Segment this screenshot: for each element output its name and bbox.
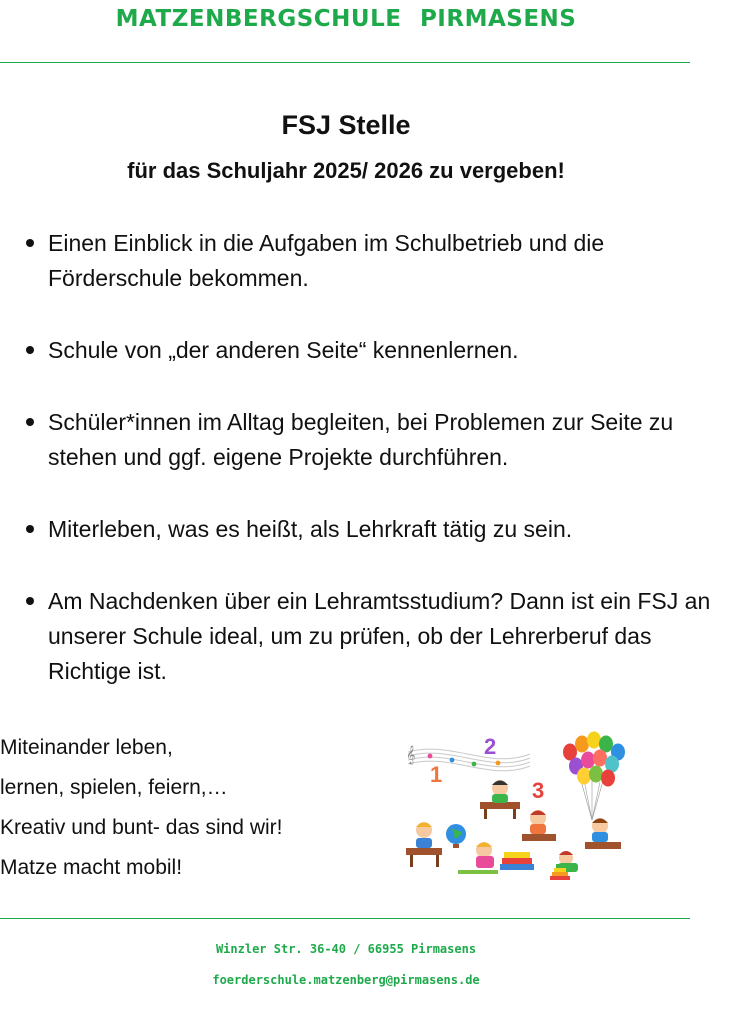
bullet-item <box>0 405 720 475</box>
balloons-icon <box>563 732 625 821</box>
motto-line: Miteinander leben, <box>0 736 173 759</box>
footer-address: Winzler Str. 36-40 / 66955 Pirmasens <box>215 942 477 956</box>
bottom-divider <box>0 918 690 919</box>
music-staff-icon <box>408 749 530 771</box>
bullet-item <box>0 584 720 689</box>
balloon-icon <box>589 766 603 783</box>
balloon-icon <box>593 750 607 767</box>
bullet-dot-icon <box>26 418 34 426</box>
footer-email: foerderschule.matzenberg@pirmasens.de <box>212 973 480 987</box>
page-title: FSJ Stelle <box>281 110 411 140</box>
number-two-icon: 2 <box>484 734 497 759</box>
bullet-dot-icon <box>26 525 34 533</box>
balloon-icon <box>575 736 589 753</box>
page-subtitle: für das Schuljahr 2025/ 2026 zu vergeben! <box>127 158 565 183</box>
bullet-dot-icon <box>26 346 34 354</box>
balloon-icon <box>577 768 591 785</box>
books-icon <box>458 852 534 874</box>
bullet-text: Schule von „der anderen Seite“ kennenlernen. <box>48 337 519 363</box>
balloon-icon <box>581 752 595 769</box>
bullet-text: Am Nachdenken über ein Lehramtsstudium? Dann ist ein FSJ an unserer Schule ideal, um zu prüfen, ob der Lehrerberuf das Richtige ist. <box>48 588 711 684</box>
children-learning-illustration <box>400 730 632 886</box>
svg-text:𝄞: 𝄞 <box>406 745 416 764</box>
school-motto <box>0 728 380 888</box>
balloon-icon <box>601 770 615 787</box>
motto-line: Kreativ und bunt- das sind wir! <box>0 816 283 839</box>
globe-icon <box>446 824 466 848</box>
balloon-icon <box>587 732 601 749</box>
number-one-icon: 1 <box>430 762 443 787</box>
bullet-dot-icon <box>26 239 34 247</box>
bullet-list <box>0 226 720 689</box>
top-divider <box>0 62 690 63</box>
bullet-text: Miterleben, was es heißt, als Lehrkraft tätig zu sein. <box>48 516 573 542</box>
bullet-item <box>0 226 720 296</box>
motto-line: lernen, spielen, feiern,… <box>0 776 228 799</box>
bullet-item <box>0 333 720 368</box>
bullet-text: Einen Einblick in die Aufgaben im Schulbetrieb und die Förderschule bekommen. <box>48 230 605 291</box>
motto-line: Matze macht mobil! <box>0 856 183 879</box>
bullet-item <box>0 512 720 547</box>
bullet-dot-icon <box>26 597 34 605</box>
number-three-icon: 3 <box>532 778 545 803</box>
school-name: MATZENBERGSCHULE PIRMASENS <box>115 6 577 32</box>
bullet-text: Schüler*innen im Alltag begleiten, bei Problemen zur Seite zu stehen und ggf. eigene Projekte durchführen. <box>48 409 674 470</box>
